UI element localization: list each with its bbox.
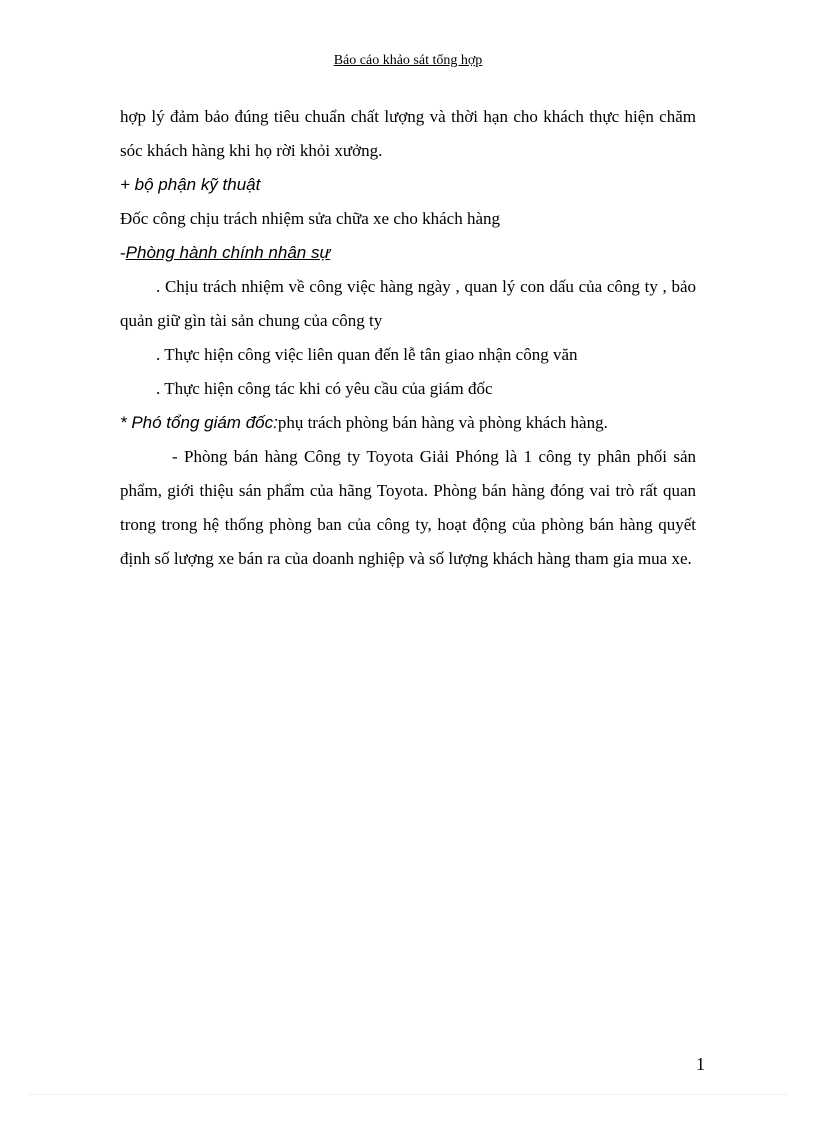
section-deputy-director — [120, 406, 696, 440]
foreman-text: Đốc công chịu trách nhiệm sửa chữa xe cho khách hàng — [120, 209, 501, 228]
document-body — [120, 100, 696, 576]
hr-duty-3: . Thực hiện công tác khi có yêu cầu của giám đốc — [156, 379, 493, 398]
page-header-title: Báo cáo khảo sát tổng hợp — [333, 53, 483, 68]
hr-title: Phòng hành chính nhân sự — [125, 243, 331, 262]
section-technical-department: + bộ phận kỹ thuật — [120, 175, 261, 194]
hr-duty-1: . Chịu trách nhiệm về công việc hàng ngày , quan lý con dấu của công ty , bảo quản giữ gìn tài sản chung của công ty — [120, 277, 696, 330]
paragraph-continuation: hợp lý đảm bảo đúng tiêu chuẩn chất lượng và thời hạn cho khách thực hiện chăm sóc khách hàng khi họ rời khỏi xưởng. — [120, 107, 696, 160]
deputy-director-label: * Phó tổng giám đốc: — [120, 413, 278, 432]
footer-divider — [28, 1094, 788, 1095]
section-hr-department — [120, 236, 696, 270]
paragraph-sales-department: - Phòng bán hàng Công ty Toyota Giải Phóng là 1 công ty phân phối sản phẩm, giới thiệu sán phẩm của hãng Toyota. Phòng bán hàng đóng vai trò rất quan trong trong hệ thống phòng ban của công ty, hoạt động của phòng bán hàng quyết định số lượng xe bán ra của doanh nghiệp và số lượng khách hàng tham gia mua xe. — [120, 447, 696, 568]
hr-duty-2: . Thực hiện công việc liên quan đến lễ tân giao nhận công văn — [156, 345, 578, 364]
deputy-director-text: phụ trách phòng bán hàng và phòng khách hàng. — [277, 413, 608, 432]
hr-prefix: - — [120, 243, 126, 262]
paragraph-foreman — [120, 202, 696, 236]
page-number: 1 — [696, 1054, 705, 1074]
